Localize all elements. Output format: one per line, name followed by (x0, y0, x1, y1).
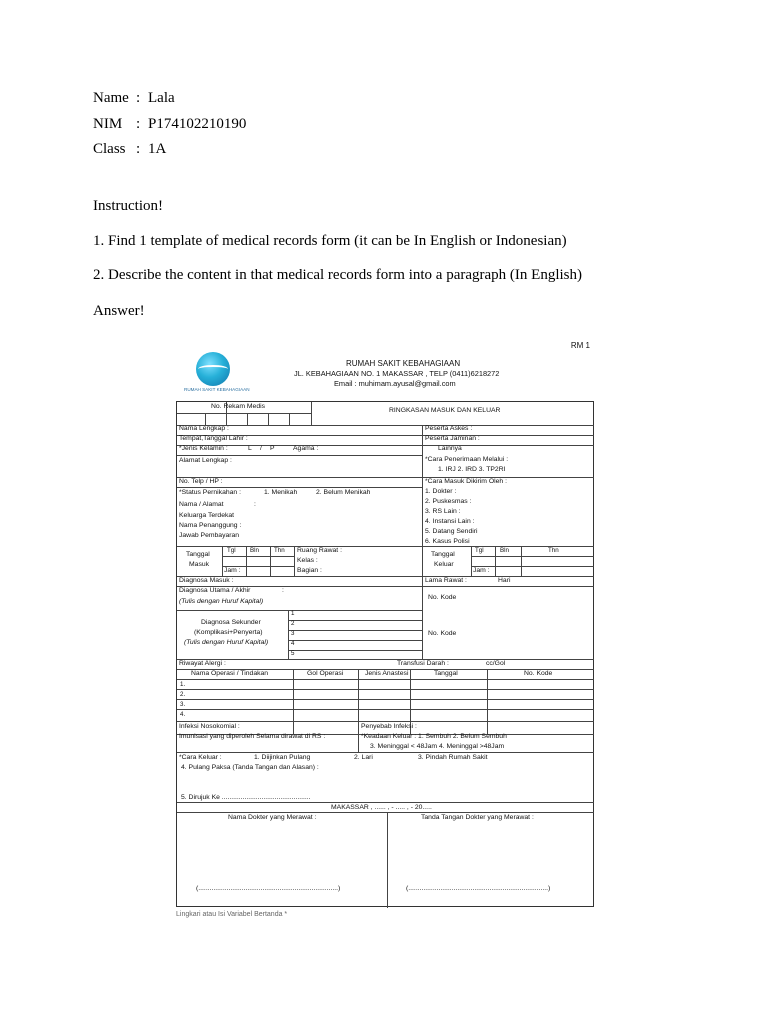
form-table (176, 401, 594, 907)
operation-num-3: 3. (180, 701, 186, 708)
no-telp-label: No. Telp / HP : (179, 478, 223, 485)
jam-keluar-label: Jam : (473, 567, 490, 574)
instruction-item-1: 1. Find 1 template of medical records form (it can be In English or Indonesian) (93, 233, 567, 249)
nim-row (93, 112, 246, 138)
agama-label: Agama : (293, 445, 319, 452)
lari-option: 2. Lari (354, 754, 373, 761)
jam-masuk-label: Jam : (224, 567, 241, 574)
nama-dokter-label: Nama Dokter yang Merawat : (228, 814, 317, 821)
transfusi-darah-label: Transfusi Darah : (397, 660, 449, 667)
tanggal-masuk-label-1: Tanggal (186, 551, 210, 558)
class-row (93, 137, 246, 163)
tanggal-keluar-label-2: Keluar (434, 561, 454, 568)
hospital-email: Email : muhimam.ayusal@gmail.com (334, 379, 456, 388)
logo-text: RUMAH SAKIT KEBAHAGIAAN (184, 387, 250, 392)
imunisasi-label: Imunisasi yang diperoleh Selama dirawat di RS : (179, 733, 326, 740)
diagnosa-masuk-label: Diagnosa Masuk : (179, 577, 234, 584)
keluar-thn-header: Thn (548, 547, 559, 554)
jenis-anastesi-header: Jenis Anastesi (365, 670, 409, 677)
dikirim-2: 2. Puskesmas : (425, 498, 472, 505)
dikirim-4: 4. Instansi Lain : (425, 518, 475, 525)
pindah-rs-option: 3. Pindah Rumah Sakit (418, 754, 488, 761)
alamat-lengkap-label: Alamat Lengkap : (179, 457, 232, 464)
keluar-bln-header: Bln (500, 547, 509, 554)
gol-operasi-header: Gol Operasi (307, 670, 344, 677)
form-title: RINGKASAN MASUK DAN KELUAR (389, 407, 501, 414)
diagnosa-utama-label: Diagnosa Utama / Akhir (179, 587, 251, 594)
diagnosa-sekunder-label: Diagnosa Sekunder (201, 619, 261, 626)
menikah-option: 1. Menikah (264, 489, 298, 496)
name-row (93, 86, 246, 112)
secondary-num-5: 5 (291, 650, 295, 657)
no-kode-label-2: No. Kode (428, 630, 457, 637)
nim-separator: : (136, 115, 141, 132)
medical-record-form (176, 338, 596, 918)
diijinkan-pulang-option: 1. Diijinkan Pulang (254, 754, 311, 761)
rm-code: RM 1 (570, 341, 590, 350)
cara-keluar-label: *Cara Keluar : (179, 754, 222, 761)
infeksi-nosokomial-label: Infeksi Nosokomial : (179, 723, 240, 730)
hospital-name: RUMAH SAKIT KEBAHAGIAAN (346, 359, 461, 368)
nama-operasi-header: Nama Operasi / Tindakan (191, 670, 269, 677)
secondary-num-2: 2 (291, 620, 295, 627)
class-label: Class (93, 141, 126, 157)
name-label: Name (93, 90, 129, 106)
kelas-label: Kelas : (297, 557, 318, 564)
komplikasi-label: (Komplikasi+Penyerta) (194, 629, 263, 636)
pulang-paksa-label: 4. Pulang Paksa (Tanda Tangan dan Alasan) : (181, 764, 319, 771)
class-separator: : (136, 141, 141, 157)
nama-penanggung-label: Nama Penanggung : (179, 522, 242, 529)
penerimaan-options: 1. IRJ 2. IRD 3. TP2RI (438, 466, 506, 473)
no-rekam-medis-label: No. Rekam Medis (211, 403, 266, 410)
status-pernikahan-label: *Status Pernikahan : (179, 489, 241, 496)
cara-penerimaan-label: *Cara Penerimaan Melalui : (425, 456, 509, 463)
dirujuk-label: 5. Dirujuk Ke ............................................... (181, 794, 311, 801)
operation-num-1: 1. (180, 681, 186, 688)
hari-label: Hari (498, 577, 511, 584)
no-kode-operasi-header: No. Kode (524, 670, 553, 677)
lainnya-label: Lainnya (438, 445, 462, 452)
penyebab-infeksi-label: Penyebab Infeksi : (361, 723, 417, 730)
tanggal-operasi-header: Tanggal (434, 670, 458, 677)
operation-num-4: 4. (180, 711, 186, 718)
jawab-pembayaran-label: Jawab Pembayaran (179, 532, 240, 539)
peserta-askes-label: Peserta Askes : (425, 425, 473, 432)
bagian-label: Bagian : (297, 567, 322, 574)
student-info (93, 86, 246, 163)
answer-heading: Answer! (93, 303, 145, 319)
nim-label: NIM (93, 115, 123, 132)
signature-line-left: (..........................................................................) (196, 885, 341, 892)
tanggal-masuk-label-2: Masuk (189, 561, 210, 568)
dikirim-6: 6. Kasus Polisi (425, 538, 470, 545)
dikirim-3: 3. RS Lain : (425, 508, 461, 515)
dikirim-5: 5. Datang Sendiri (425, 528, 478, 535)
belum-menikah-option: 2. Belum Menikah (316, 489, 371, 496)
hospital-address: JL. KEBAHAGIAAN NO. 1 MAKASSAR , TELP (0411)6218272 (294, 369, 500, 378)
masuk-bln-header: Bln (250, 547, 259, 554)
secondary-num-3: 3 (291, 630, 295, 637)
masuk-thn-header: Thn (274, 547, 285, 554)
diagnosa-utama-colon: : (282, 587, 284, 594)
class-value: 1A (148, 141, 167, 157)
tulis-huruf-kapital-2: (Tulis dengan Huruf Kapital) (184, 639, 269, 646)
riwayat-alergi-label: Riwayat Alergi : (179, 660, 226, 667)
name-separator: : (136, 90, 141, 106)
form-footnote: Lingkari atau Isi Variabel Bertanda * (176, 911, 288, 918)
signature-line-right: (..........................................................................) (406, 885, 551, 892)
instruction-heading: Instruction! (93, 198, 163, 214)
secondary-num-4: 4 (291, 640, 295, 647)
jenis-kelamin-label: *Jenis Kelamin : (179, 445, 228, 452)
nim-value: P174102210190 (148, 115, 247, 132)
tulis-huruf-kapital-1: (Tulis dengan Huruf Kapital) (179, 598, 264, 605)
jk-p: P (270, 445, 275, 452)
operation-num-2: 2. (180, 691, 186, 698)
name-value: Lala (148, 90, 175, 106)
nama-alamat-label: Nama / Alamat (179, 501, 224, 508)
instruction-item-2: 2. Describe the content in that medical records form into a paragraph (In English) (93, 267, 582, 283)
cara-masuk-label: *Cara Masuk Dikirim Oleh : (425, 478, 507, 485)
cc-gol-label: cc/Gol (486, 660, 506, 667)
no-kode-label-1: No. Kode (428, 594, 457, 601)
lama-rawat-label: Lama Rawat : (425, 577, 467, 584)
secondary-num-1: 1 (291, 610, 295, 617)
nama-lengkap-label: Nama Lengkap : (179, 425, 229, 432)
tempat-tanggal-lahir-label: Tempat,Tanggal Lahir : (179, 435, 248, 442)
jk-slash: / (260, 445, 262, 452)
keluarga-terdekat-label: Keluarga Terdekat (179, 512, 235, 519)
tanggal-keluar-label-1: Tanggal (431, 551, 455, 558)
masuk-tgl-header: Tgl (227, 547, 236, 554)
ruang-rawat-label: Ruang Rawat : (297, 547, 342, 554)
logo-wave (198, 365, 228, 373)
peserta-jaminan-label: Peserta Jaminan : (425, 435, 480, 442)
nama-alamat-colon: : (254, 501, 256, 508)
dikirim-1: 1. Dokter : (425, 488, 457, 495)
keadaan-keluar-label: *Keadaan Keluar : 1. Sembuh 2. Belum Sembuh (361, 733, 507, 740)
keadaan-keluar-options: 3. Meninggal < 48Jam 4. Meninggal >48Jam (370, 743, 505, 750)
makassar-date: MAKASSAR , ...... , - ..... , - 20..... (331, 804, 432, 811)
jk-l: L (248, 445, 252, 452)
tanda-tangan-dokter-label: Tanda Tangan Dokter yang Merawat : (421, 814, 534, 821)
keluar-tgl-header: Tgl (475, 547, 484, 554)
